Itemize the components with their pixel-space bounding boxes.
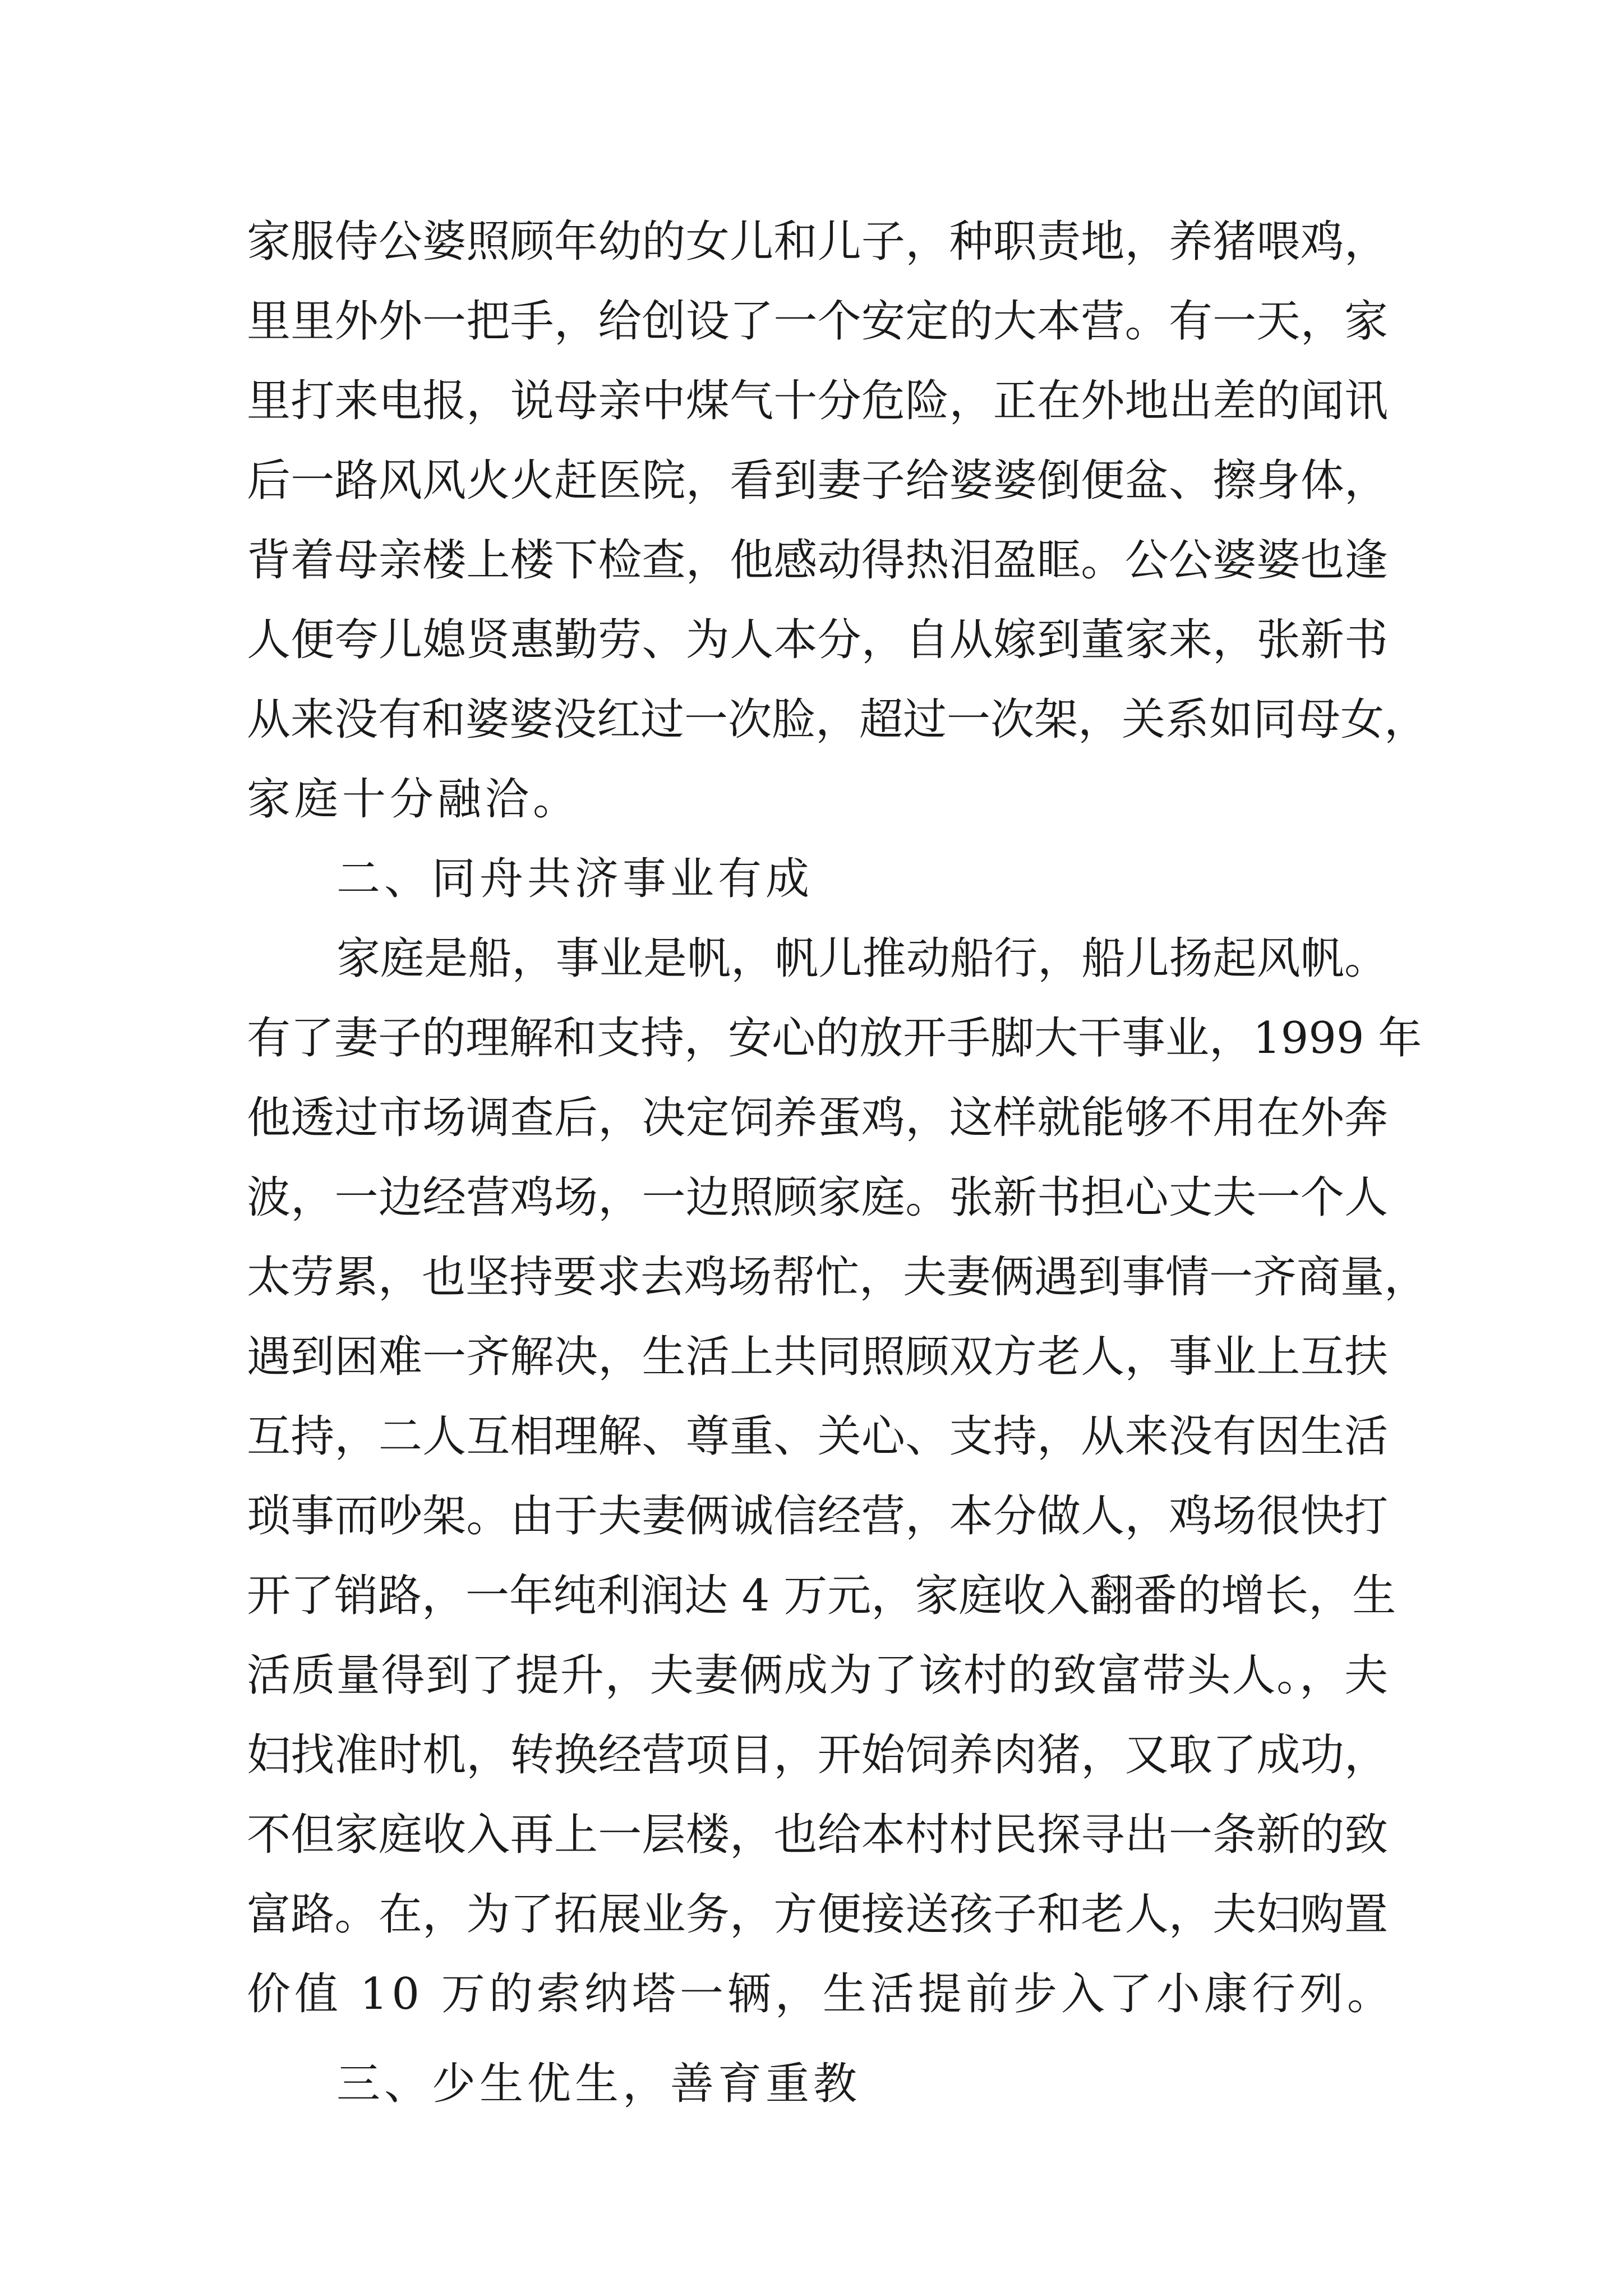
text-line: 开了销路，一年纯利润达 4 万元，家庭收入翻番的增长，生 (247, 1571, 1396, 1621)
text-line: 背着母亲楼上楼下检查，他感动得热泪盈眶。公公婆婆也逢 (247, 535, 1388, 586)
text-line: 互持，二人互相理解、尊重、关心、支持，从来没有因生活 (247, 1411, 1388, 1462)
text-line: 有了妻子的理解和支持，安心的放开手脚大干事业，1999 年 (247, 1013, 1422, 1064)
text-line: 里里外外一把手，给创设了一个安定的大本营。有一天，家 (247, 296, 1388, 347)
text-line: 富路。在，为了拓展业务，方便接送孩子和老人，夫妇购置 (247, 1889, 1388, 1940)
text-line: 太劳累，也坚持要求去鸡场帮忙，夫妻俩遇到事情一齐商量， (247, 1252, 1428, 1303)
text-line: 价值 10 万的索纳塔一辆，生活提前步入了小康行列。 (247, 1969, 1395, 2019)
text-line: 从来没有和婆婆没红过一次脸，超过一次架，关系如同母女， (247, 694, 1428, 745)
text-line: 琐事而吵架。由于夫妻俩诚信经营，本分做人，鸡场很快打 (247, 1491, 1388, 1542)
text-line: 里打来电报，说母亲中煤气十分危险，正在外地出差的闻讯 (247, 376, 1388, 426)
text-line: 波，一边经营鸡场，一边照顾家庭。张新书担心丈夫一个人 (247, 1172, 1388, 1223)
text-line: 人便夸儿媳贤惠勤劳、为人本分，自从嫁到董家来，张新书 (247, 615, 1388, 665)
text-line: 遇到困难一齐解决，生活上共同照顾双方老人，事业上互扶 (247, 1332, 1388, 1382)
section-heading: 三、少生优生，善育重教 (336, 2059, 861, 2109)
text-line: 后一路风风火火赶医院，看到妻子给婆婆倒便盆、擦身体， (247, 455, 1388, 506)
text-line: 家庭十分融洽。 (247, 774, 581, 825)
text-line: 妇找准时机，转换经营项目，开始饲养肉猪，又取了成功， (247, 1730, 1388, 1780)
text-line: 家服侍公婆照顾年幼的女儿和儿子，种职责地，养猪喂鸡， (247, 217, 1388, 267)
text-line: 活质量得到了提升，夫妻俩成为了该村的致富带头人。，夫 (247, 1650, 1388, 1701)
paragraph-first-line: 家庭是船，事业是帆，帆儿推动船行，船儿扬起风帆。 (336, 933, 1388, 984)
body-text (247, 202, 1428, 2124)
text-line: 不但家庭收入再上一层楼，也给本村村民探寻出一条新的致 (247, 1810, 1388, 1860)
section-heading: 二、同舟共济事业有成 (336, 854, 814, 904)
text-line: 他透过市场调查后，决定饲养蛋鸡，这样就能够不用在外奔 (247, 1093, 1388, 1143)
